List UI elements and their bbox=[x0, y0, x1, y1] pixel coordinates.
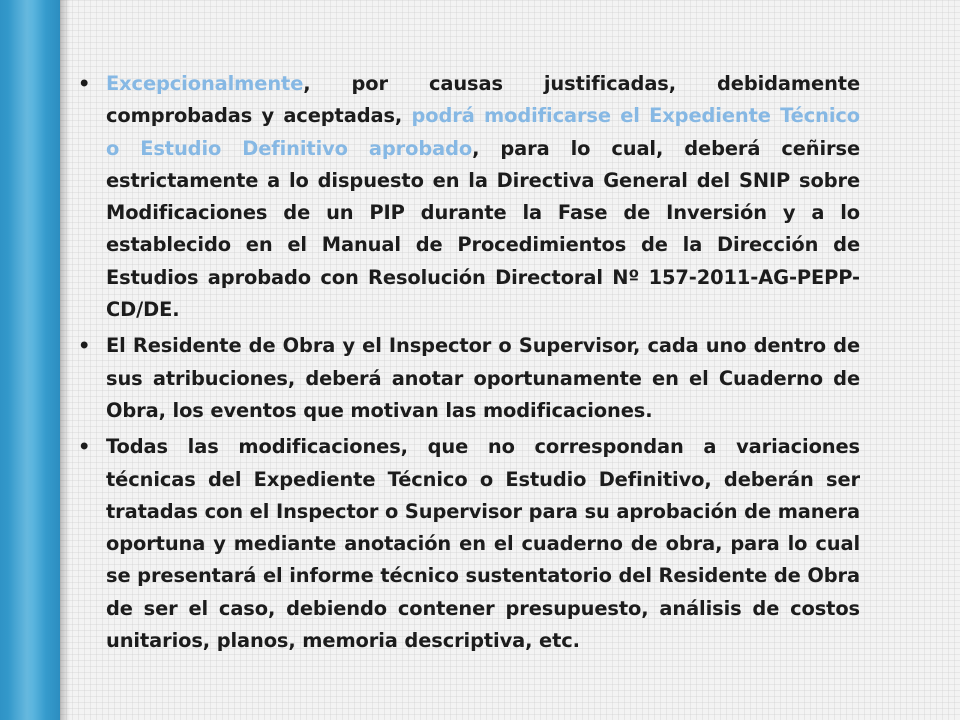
bullet-item-otras-modificaciones bbox=[78, 431, 860, 657]
bullet-3-text: Todas las modificaciones, que no correspondan a variaciones técnicas del Expediente Técnico o Estudio Definitivo, deberán ser tratadas con el Inspector o Supervisor para su aprobación de manera oportuna y mediante anotación en el cuaderno de obra, para lo cual se presentará el informe técnico sustentatorio del Residente de Obra de ser el caso, debiendo contener presupuesto, análisis de costos unitarios, planos, memoria descriptiva, etc. bbox=[106, 435, 860, 653]
sidebar-shadow bbox=[60, 0, 70, 720]
bullet-1-segment-1: Excepcionalmente bbox=[106, 72, 304, 95]
slide-content bbox=[78, 68, 860, 661]
bullet-item-modificaciones-excepcionales bbox=[78, 68, 860, 326]
bullet-item-cuaderno-de-obra bbox=[78, 330, 860, 427]
bullet-list bbox=[78, 68, 860, 657]
bullet-1-segment-3: podrá modificarse el Expediente Técnico o Estudio Definitivo aprobado bbox=[106, 104, 860, 160]
bullet-2-text: El Residente de Obra y el Inspector o Supervisor, cada uno dentro de sus atribuciones, deberá anotar oportunamente en el Cuaderno de Obra, los eventos que motivan las modificaciones. bbox=[106, 334, 860, 422]
bullet-1-segment-2: , por causas justificadas, debidamente comprobadas y aceptadas, bbox=[106, 72, 860, 128]
decorative-sidebar bbox=[0, 0, 60, 720]
sidebar-sheen bbox=[8, 0, 46, 720]
bullet-1-segment-4: , para lo cual, deberá ceñirse estrictamente a lo dispuesto en la Directiva General del SNIP sobre Modificaciones de un PIP durante la Fase de Inversión y a lo establecido en el Manual de Procedimientos de la Dirección de Estudios aprobado con Resolución Directoral Nº 157-2011-AG-PEPP-CD/DE. bbox=[106, 136, 860, 322]
